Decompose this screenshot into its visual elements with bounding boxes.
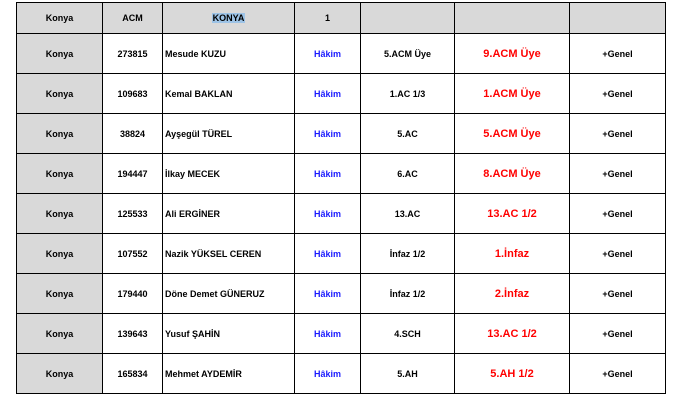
city-cell: Konya <box>17 234 103 274</box>
role-cell: Hâkim <box>295 74 361 114</box>
new-post-cell: 13.AC 1/2 <box>455 314 570 354</box>
name-cell: İlkay MECEK <box>163 154 295 194</box>
new-post-cell: 1.ACM Üye <box>455 74 570 114</box>
city-cell: Konya <box>17 354 103 394</box>
name-cell: Mehmet AYDEMİR <box>163 354 295 394</box>
header-title: KONYA <box>212 13 245 23</box>
note-cell: +Genel <box>570 114 666 154</box>
header-row <box>17 3 666 34</box>
table-row <box>17 314 666 354</box>
name-cell: Mesude KUZU <box>163 34 295 74</box>
role-cell: Hâkim <box>295 314 361 354</box>
header-col5 <box>361 3 455 34</box>
city-cell: Konya <box>17 314 103 354</box>
note-cell: +Genel <box>570 314 666 354</box>
role-cell: Hâkim <box>295 234 361 274</box>
header-col7 <box>570 3 666 34</box>
role-cell: Hâkim <box>295 274 361 314</box>
register-number-cell: 194447 <box>103 154 163 194</box>
new-post-cell: 5.AH 1/2 <box>455 354 570 394</box>
table-row <box>17 154 666 194</box>
name-cell: Ali ERGİNER <box>163 194 295 234</box>
city-cell: Konya <box>17 274 103 314</box>
register-number-cell: 273815 <box>103 34 163 74</box>
city-cell: Konya <box>17 194 103 234</box>
new-post-cell: 8.ACM Üye <box>455 154 570 194</box>
register-number-cell: 139643 <box>103 314 163 354</box>
current-post-cell: 6.AC <box>361 154 455 194</box>
register-number-cell: 38824 <box>103 114 163 154</box>
header-number: 1 <box>295 3 361 34</box>
table-row <box>17 274 666 314</box>
note-cell: +Genel <box>570 274 666 314</box>
role-cell: Hâkim <box>295 354 361 394</box>
name-cell: Ayşegül TÜREL <box>163 114 295 154</box>
note-cell: +Genel <box>570 194 666 234</box>
city-cell: Konya <box>17 154 103 194</box>
register-number-cell: 125533 <box>103 194 163 234</box>
table-row <box>17 74 666 114</box>
register-number-cell: 165834 <box>103 354 163 394</box>
current-post-cell: 5.AH <box>361 354 455 394</box>
header-city: Konya <box>17 3 103 34</box>
role-cell: Hâkim <box>295 154 361 194</box>
table-row <box>17 354 666 394</box>
register-number-cell: 109683 <box>103 74 163 114</box>
current-post-cell: 1.AC 1/3 <box>361 74 455 114</box>
table-row <box>17 34 666 74</box>
current-post-cell: 13.AC <box>361 194 455 234</box>
note-cell: +Genel <box>570 74 666 114</box>
table-row <box>17 194 666 234</box>
note-cell: +Genel <box>570 34 666 74</box>
header-register-label: ACM <box>103 3 163 34</box>
register-number-cell: 107552 <box>103 234 163 274</box>
current-post-cell: 5.AC <box>361 114 455 154</box>
note-cell: +Genel <box>570 234 666 274</box>
header-title-cell <box>163 3 295 34</box>
new-post-cell: 1.İnfaz <box>455 234 570 274</box>
new-post-cell: 9.ACM Üye <box>455 34 570 74</box>
current-post-cell: 4.SCH <box>361 314 455 354</box>
new-post-cell: 5.ACM Üye <box>455 114 570 154</box>
role-cell: Hâkim <box>295 34 361 74</box>
current-post-cell: 5.ACM Üye <box>361 34 455 74</box>
table-row <box>17 114 666 154</box>
new-post-cell: 2.İnfaz <box>455 274 570 314</box>
header-col6 <box>455 3 570 34</box>
name-cell: Döne Demet GÜNERUZ <box>163 274 295 314</box>
appointments-table <box>16 2 666 394</box>
new-post-cell: 13.AC 1/2 <box>455 194 570 234</box>
note-cell: +Genel <box>570 354 666 394</box>
city-cell: Konya <box>17 34 103 74</box>
role-cell: Hâkim <box>295 194 361 234</box>
name-cell: Nazik YÜKSEL CEREN <box>163 234 295 274</box>
city-cell: Konya <box>17 74 103 114</box>
city-cell: Konya <box>17 114 103 154</box>
role-cell: Hâkim <box>295 114 361 154</box>
register-number-cell: 179440 <box>103 274 163 314</box>
note-cell: +Genel <box>570 154 666 194</box>
name-cell: Kemal BAKLAN <box>163 74 295 114</box>
name-cell: Yusuf ŞAHİN <box>163 314 295 354</box>
current-post-cell: İnfaz 1/2 <box>361 274 455 314</box>
current-post-cell: İnfaz 1/2 <box>361 234 455 274</box>
table-row <box>17 234 666 274</box>
